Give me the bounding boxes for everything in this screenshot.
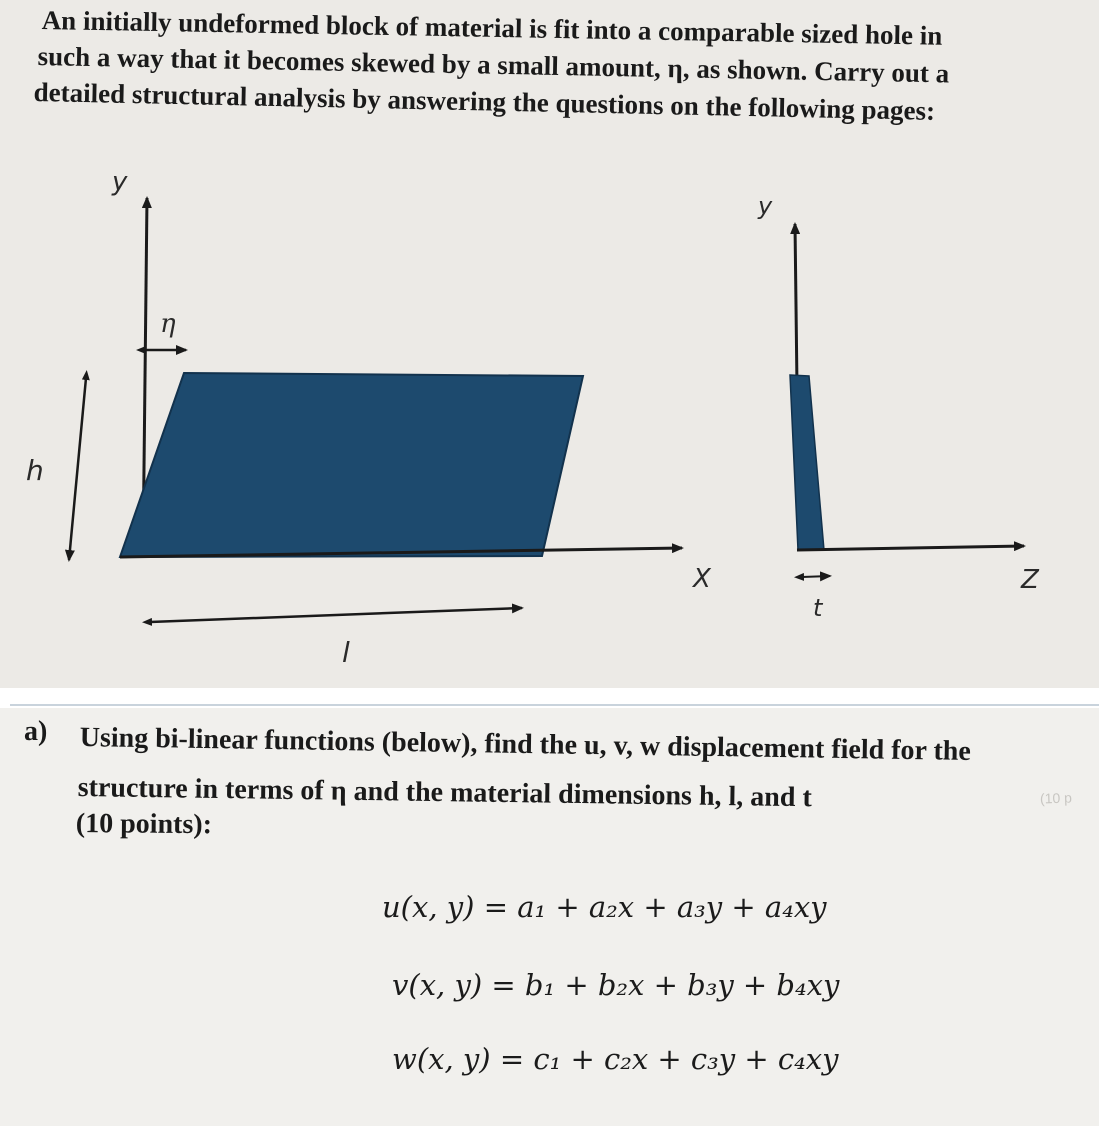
length-label: l (342, 636, 350, 669)
bleed-through-text: (10 p (1039, 789, 1073, 807)
height-dimension-arrow (69, 378, 86, 560)
intro-line-3: detailed structural analysis by answering the questions on the following pages: (33, 76, 936, 126)
intro-line-2: such a way that it becomes skewed by a small amount, η, as shown. Carry out a (37, 40, 950, 89)
equation-u: u(x, y) = a₁ + a₂x + a₃y + a₄xy (382, 890, 827, 924)
block-edge-view (790, 375, 824, 550)
question-line-2: structure in terms of η and the material dimensions h, l, and t (77, 772, 812, 814)
right-z-axis (797, 546, 1024, 550)
thickness-dimension-arrow (802, 576, 830, 577)
length-dimension-arrow (150, 608, 522, 622)
intro-line-1: An initially undeformed block of material is fit into a comparable sized hole in (41, 4, 943, 51)
left-x-axis-label: X (693, 564, 711, 594)
equation-v: v(x, y) = b₁ + b₂x + b₃y + b₄xy (392, 968, 840, 1002)
separator-line (10, 704, 1099, 706)
left-y-axis-label: y (112, 167, 128, 197)
question-line-1: Using bi-linear functions (below), find the u, v, w displacement field for the (79, 722, 972, 767)
right-z-axis-label: Z (1021, 565, 1039, 595)
question-line-3: (10 points): (75, 808, 213, 841)
question-label: a) (24, 716, 48, 747)
skewed-block (120, 373, 583, 557)
equation-w: w(x, y) = c₁ + c₂x + c₃y + c₄xy (392, 1042, 839, 1076)
eta-label: η (160, 309, 176, 339)
right-y-axis-label: y (758, 192, 773, 220)
height-label: h (26, 454, 44, 487)
thickness-label: t (813, 594, 823, 622)
